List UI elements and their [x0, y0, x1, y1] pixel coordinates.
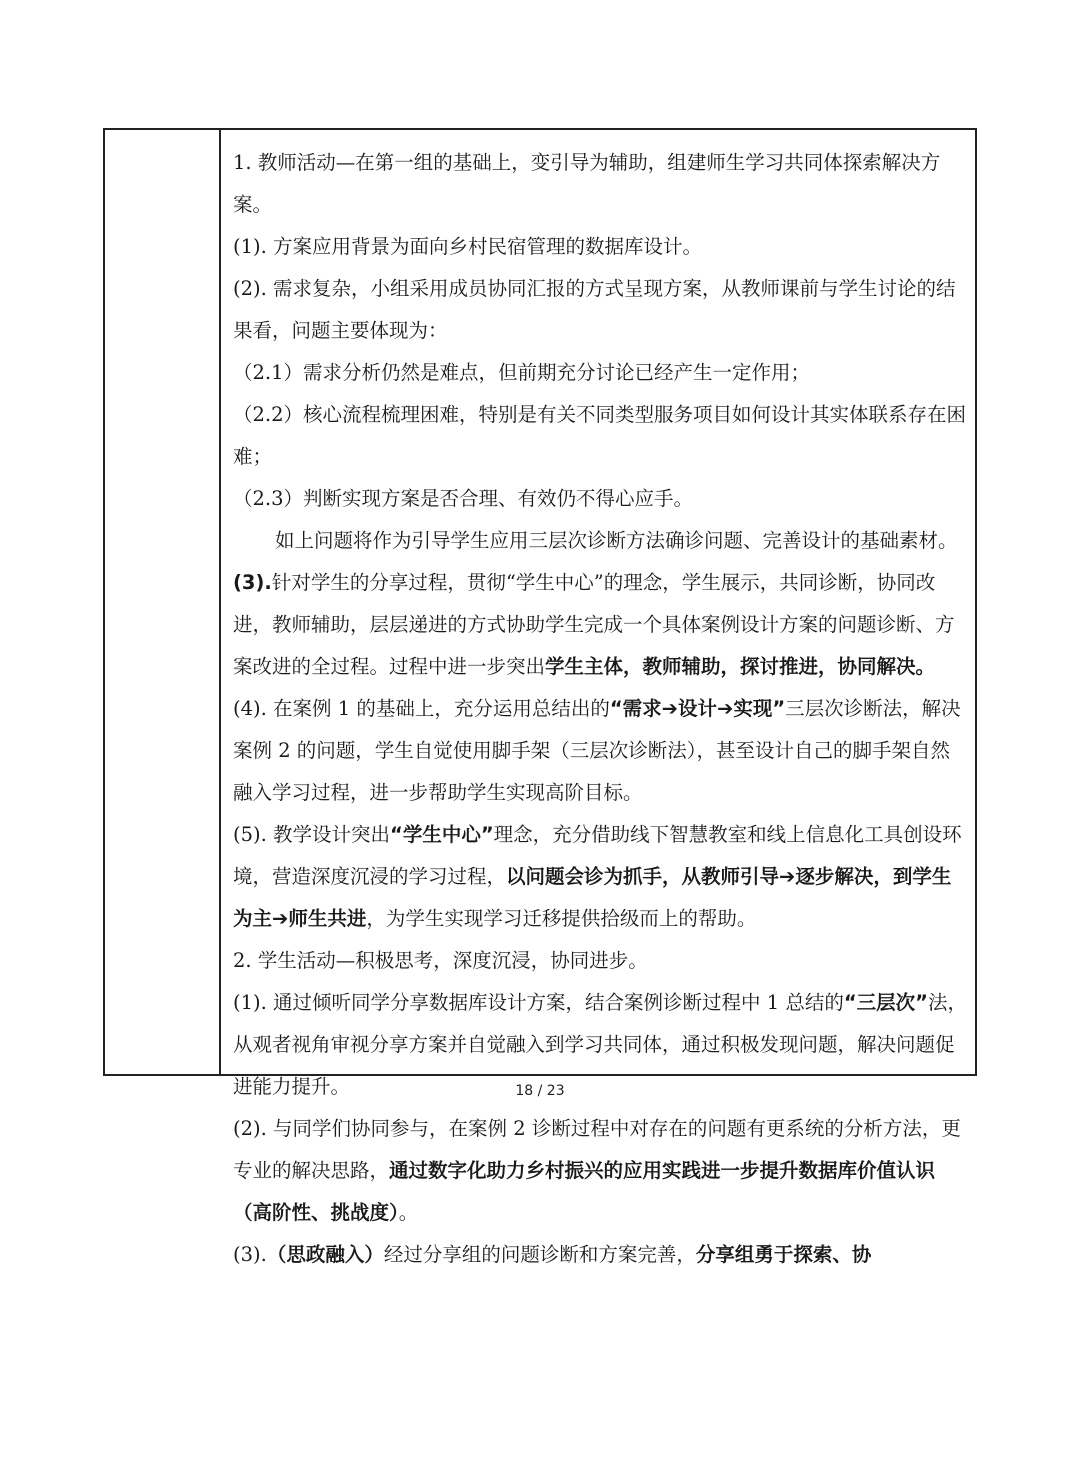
paragraph [233, 562, 969, 688]
text: (5). 教学设计突出 [233, 823, 391, 846]
paragraph: （2.1）需求分析仍然是难点，但前期充分讨论已经产生一定作用； [233, 361, 811, 384]
bold-text: 以问题会诊为抓手，从教师引导➔逐步解决，到学生为主➔师生共进 [233, 865, 952, 930]
text: (4). 在案例 1 的基础上，充分运用总结出的 [233, 697, 610, 720]
text: (1). 通过倾听同学分享数据库设计方案，结合案例诊断过程中 1 总结的 [233, 991, 844, 1014]
paragraph: 1. 教师活动—在第一组的基础上，变引导为辅助，组建师生学习共同体探索解决方案。 [233, 151, 941, 216]
bold-text: “三层次” [843, 991, 928, 1014]
bold-text: “需求➔设计➔实现” [609, 697, 786, 720]
paragraph: 如上问题将作为引导学生应用三层次诊断方法确诊问题、完善设计的基础素材。 [275, 529, 958, 552]
paragraph [233, 1234, 969, 1276]
text: 理念，充分借助线下智慧教室和线上信息化工具创设环境，营造深度沉浸的学习过程， [233, 823, 962, 888]
paragraph [233, 1108, 969, 1234]
bold-text: 通过数字化助力乡村振兴的应用实践进一步提升数据库价值认识（高阶性、挑战度） [233, 1159, 936, 1224]
text: ，为学生实现学习迁移提供拾级而上的帮助。 [366, 907, 757, 930]
page-number: 18 / 23 [515, 1083, 565, 1099]
paragraph: （2.3）判断实现方案是否合理、有效仍不得心应手。 [233, 487, 694, 510]
text: (3). [233, 1243, 267, 1266]
paragraph: (2). 需求复杂，小组采用成员协同汇报的方式呈现方案，从教师课前与学生讨论的结果看，问题主要体现为： [233, 277, 956, 342]
text: (2). 与同学们协同参与，在案例 2 诊断过程中对存在的问题有更系统的分析方法，更专业的解决思路， [233, 1117, 961, 1182]
text: 经过分享组的问题诊断和方案完善， [383, 1243, 696, 1266]
content-cell [233, 142, 969, 1276]
paragraph: 2. 学生活动—积极思考，深度沉浸，协同进步。 [233, 949, 648, 972]
paragraph [233, 688, 969, 814]
bold-text: 学生主体，教师辅助，探讨推进，协同解决。 [545, 655, 936, 678]
paragraph: （2.2）核心流程梳理困难，特别是有关不同类型服务项目如何设计其实体联系存在困难； [233, 403, 967, 468]
bold-text: “学生中心” [390, 823, 494, 846]
bold-text: 分享组勇于探索、协 [695, 1243, 872, 1266]
paragraph [233, 814, 969, 940]
text: 针对学生的分享过程，贯彻“学生中心”的理念，学生展示，共同诊断，协同改进，教师辅助，层层递进的方式协助学生完成一个具体案例设计方案的问题诊断、方案改进的全过程。过程中进一步突出 [233, 571, 955, 678]
text: 法，从观者视角审视分享方案并自觉融入到学习共同体，通过积极发现问题，解决问题促进能力提升。 [233, 991, 967, 1098]
bold-text: （思政融入） [266, 1243, 384, 1266]
paragraph: (1). 方案应用背景为面向乡村民宿管理的数据库设计。 [233, 235, 703, 258]
text: 。 [398, 1201, 419, 1224]
bold-text: (3). [233, 571, 272, 594]
text: 三层次诊断法，解决案例 2 的问题，学生自觉使用脚手架（三层次诊断法），甚至设计自己的脚手架自然融入学习过程，进一步帮助学生实现高阶目标。 [233, 697, 961, 804]
left-column-cell [105, 130, 221, 1074]
